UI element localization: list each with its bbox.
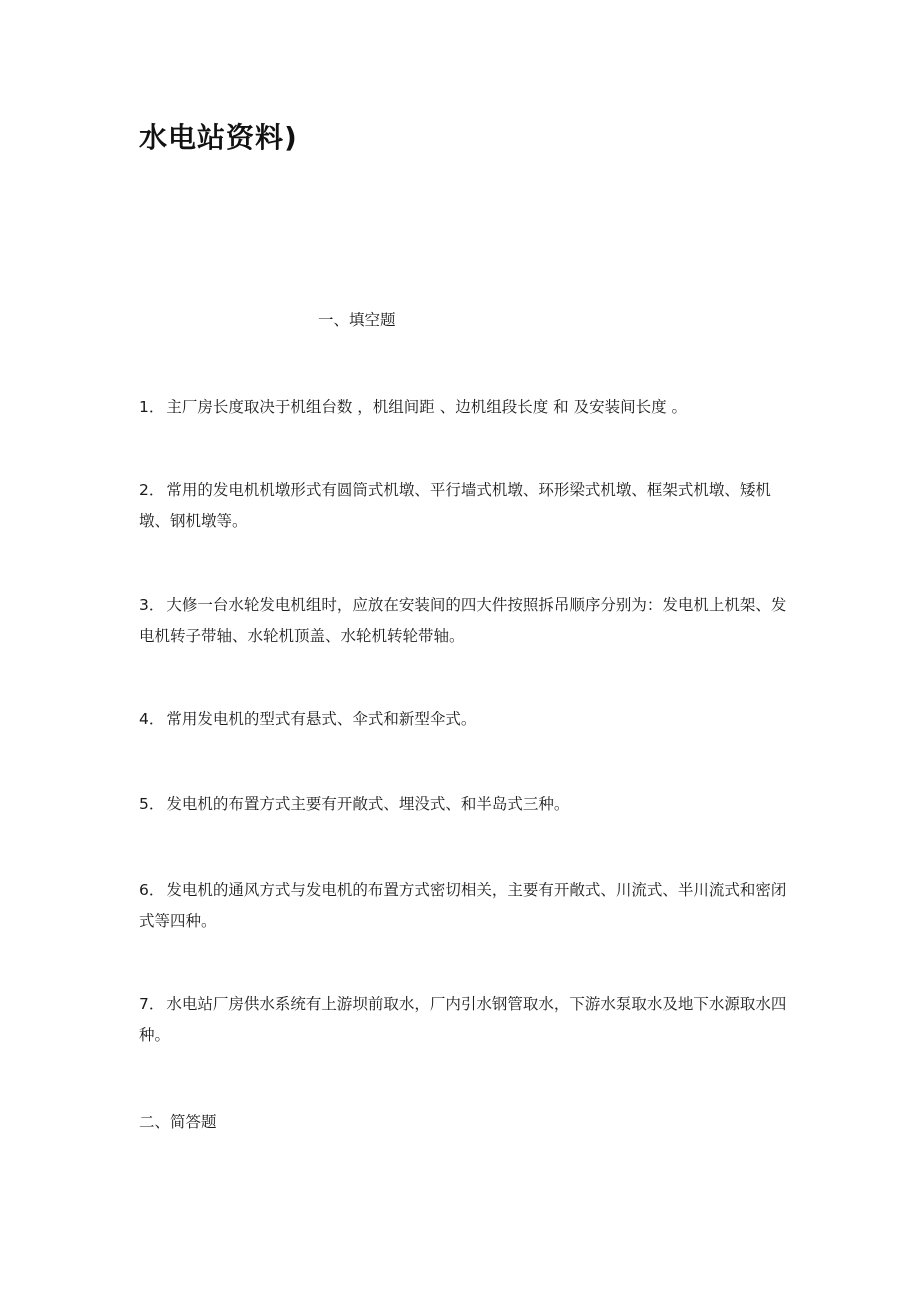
question-4: [139, 704, 789, 735]
question-text: 发电机的通风方式与发电机的布置方式密切相关，主要有开敞式、川流式、半川流式和密闭式等四种。: [139, 881, 787, 930]
question-text: 大修一台水轮发电机组时，应放在安装间的四大件按照拆吊顺序分别为：发电机上机架、发电机转子带轴、水轮机顶盖、水轮机转轮带轴。: [139, 596, 787, 645]
question-7: [139, 989, 789, 1051]
section-heading-fill-in-blank: 一、填空题: [318, 311, 396, 329]
question-text: 水电站厂房供水系统有上游坝前取水，厂内引水钢管取水，下游水泵取水及地下水源取水四种。: [139, 995, 787, 1044]
question-1: [139, 392, 789, 423]
question-6: [139, 875, 789, 937]
document-title: 水电站资料): [139, 121, 298, 154]
question-text: 主厂房长度取决于机组台数 ，机组间距 、边机组段长度 和 及安装间长度 。: [166, 398, 688, 416]
question-number: 5．: [139, 795, 165, 813]
question-number: 7．: [139, 995, 165, 1013]
question-3: [139, 590, 789, 652]
question-number: 1．: [139, 398, 165, 416]
question-5: [139, 789, 789, 820]
question-2: [139, 475, 789, 537]
question-number: 4．: [139, 710, 165, 728]
question-text: 常用的发电机机墩形式有圆筒式机墩、平行墙式机墩、环形梁式机墩、框架式机墩、矮机墩、钢机墩等。: [139, 481, 771, 530]
section-heading-short-answer: 二、简答题: [139, 1113, 217, 1131]
question-number: 6．: [139, 881, 165, 899]
question-number: 3．: [139, 596, 165, 614]
question-text: 常用发电机的型式有悬式、伞式和新型伞式。: [166, 710, 477, 728]
question-text: 发电机的布置方式主要有开敞式、埋没式、和半岛式三种。: [166, 795, 570, 813]
question-number: 2．: [139, 481, 165, 499]
